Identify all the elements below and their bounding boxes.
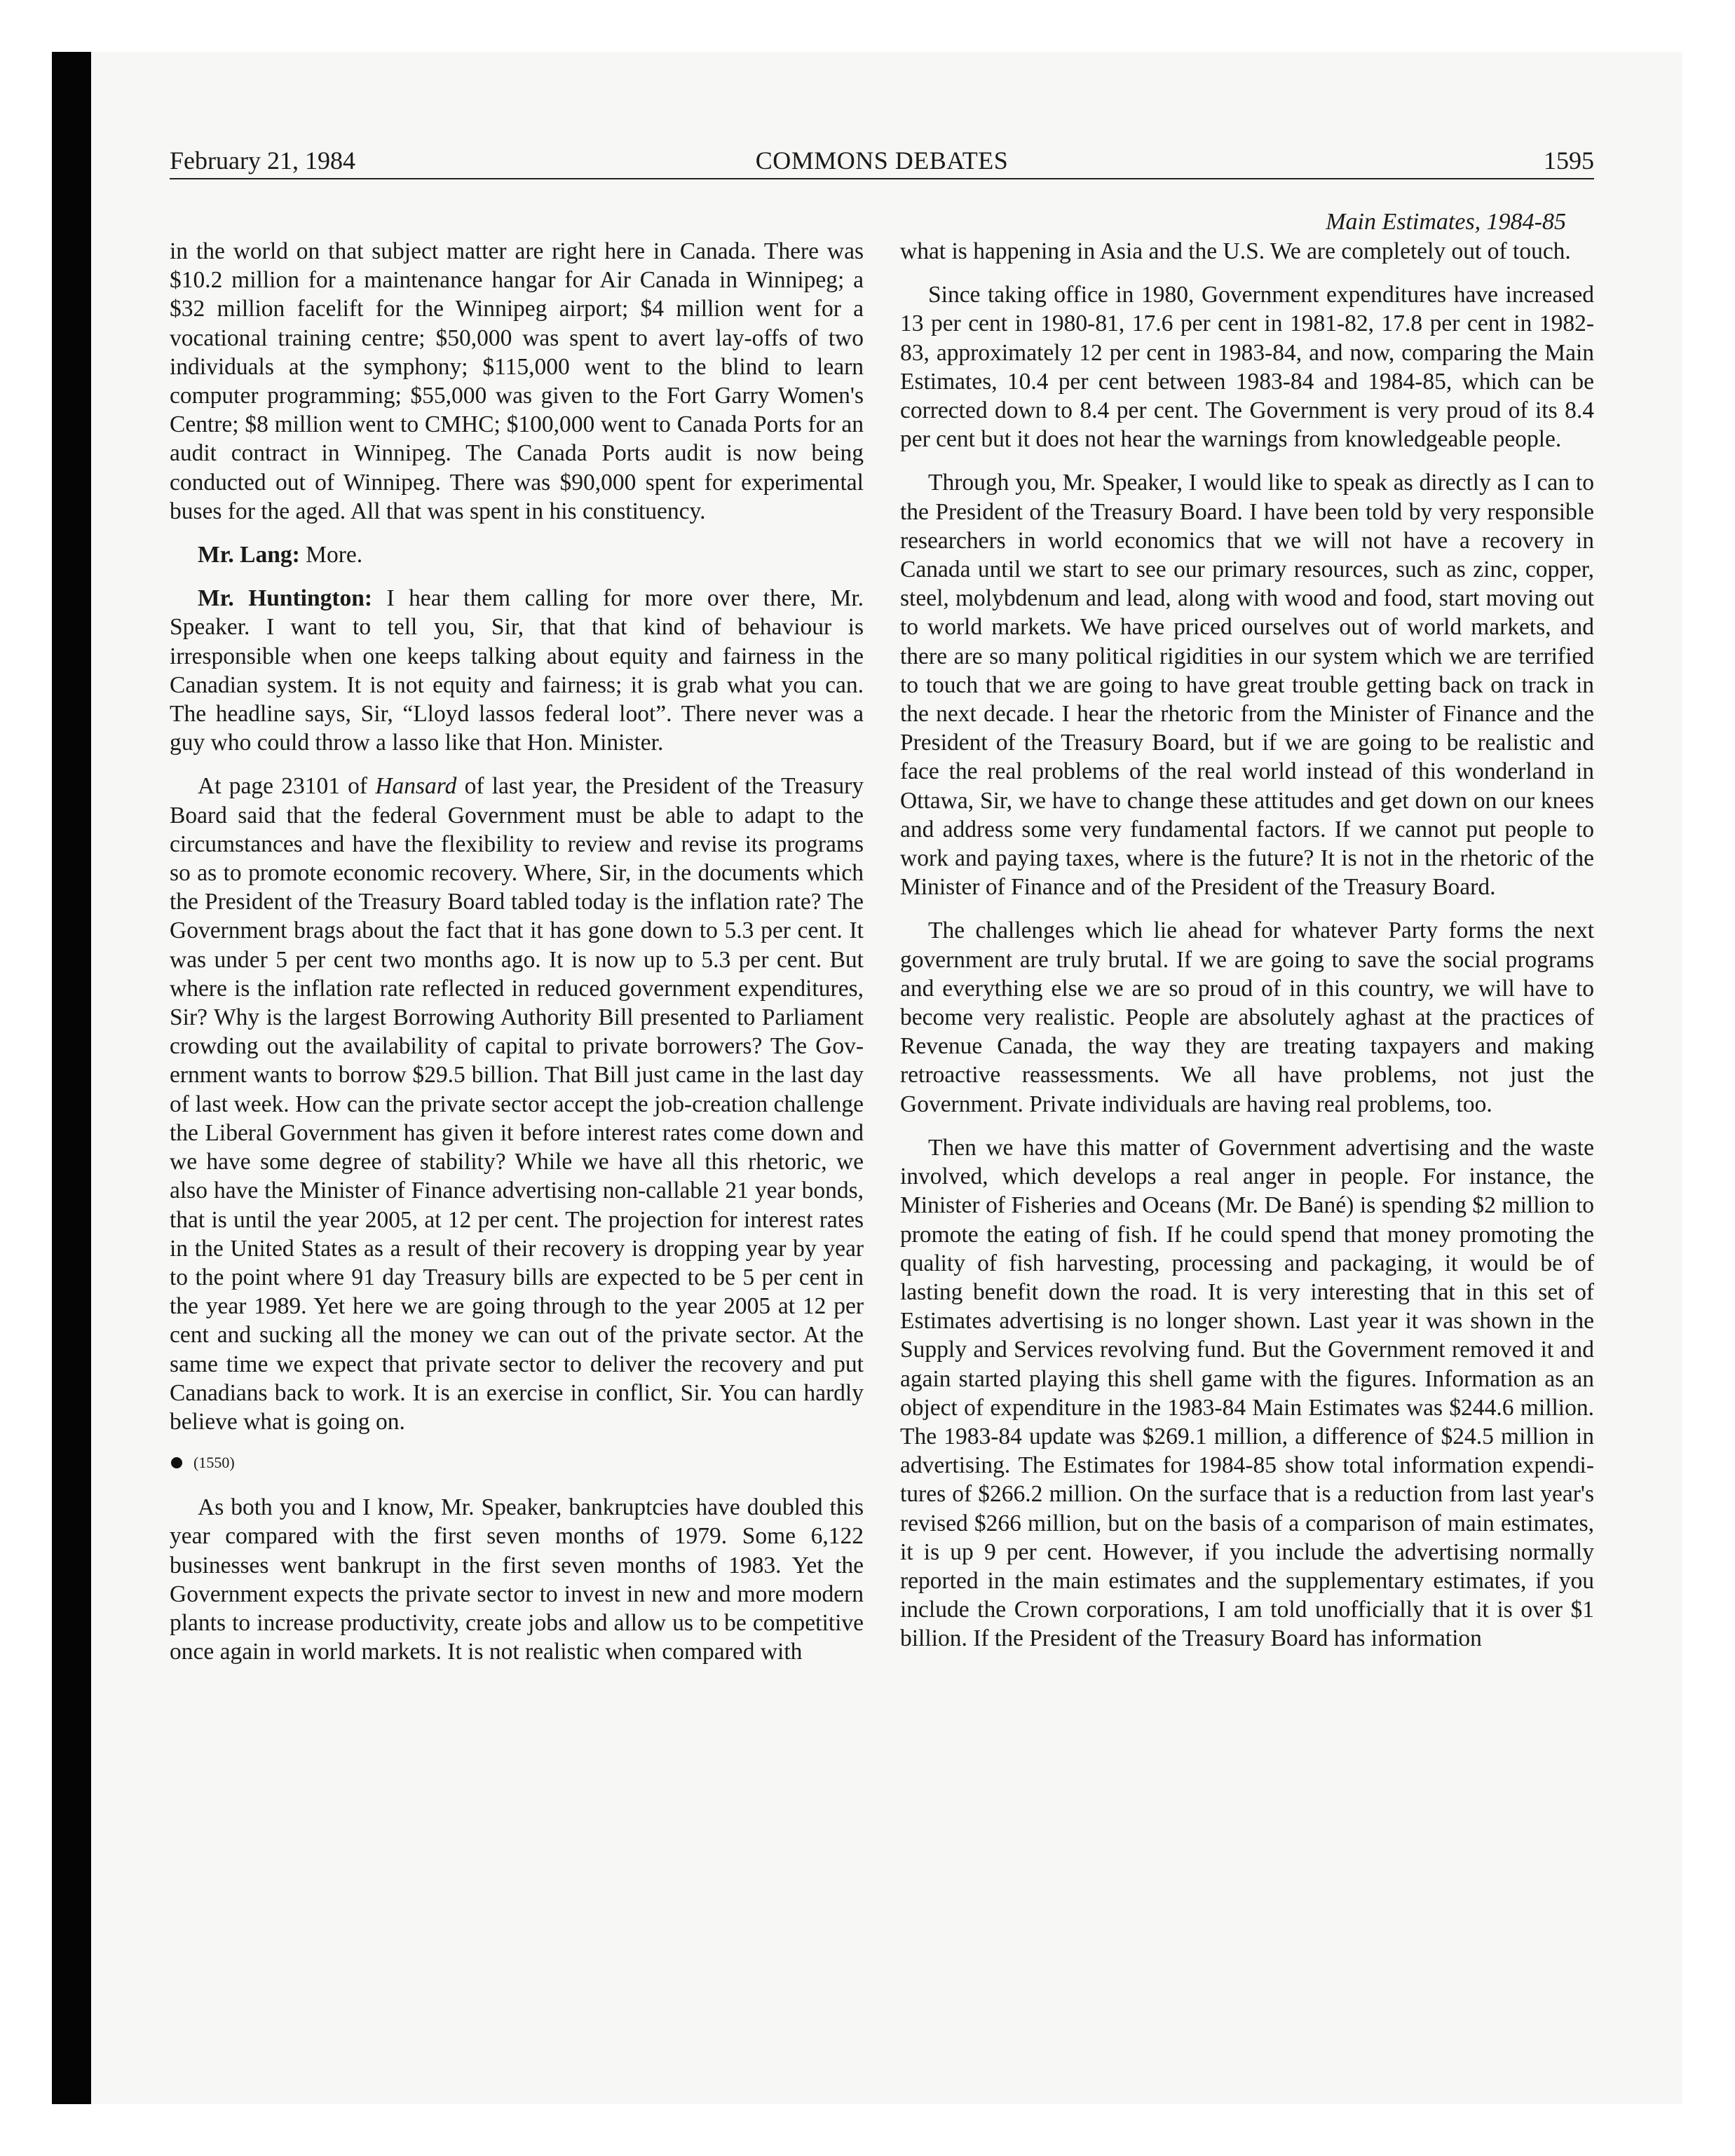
hansard-reference: Hansard (375, 773, 457, 800)
paragraph: in the world on that subject matter are right here in Canada. There was $10.2 million for a maintenance hangar for Air Canada in Winnipeg; a $32 million facelift for the Winnipeg airport; $4 million went for a vocational training centre; $50,000 was spent to avert lay-offs of two individuals at the symphony; $115,000 went to the blind to learn computer programming; $55,000 was given to the Fort Garry Women's Centre; $8 million went to CMHC; $100,000 went to Canada Ports for an audit contract in Winnipeg. The Canada Ports audit is now being conducted out of Winnipeg. There was $90,000 spent for experimental buses for the aged. All that was spent in his constituency. (170, 238, 864, 524)
time-marker-label: (1550) (193, 1454, 235, 1472)
paragraph: Since taking office in 1980, Government expenditures have increased 13 per cent in 1980-81, 17.6 per cent in 1981-82, 17.8 per cent in 1982-83, approximately 12 per cent in 1983-84, and now, comparing the Main Estimates, 10.4 per cent between 1983-84 and 1984-85, which can be corrected down to 8.4 per cent. The Government is very proud of its 8.4 per cent but it does not hear the warnings from knowledgeable people. (900, 282, 1594, 453)
paragraph-text: of last year, the President of the Treasury Board said that the federal Government must be able to adapt to the circumstances and have the flexibility to review and revise its programs so as to promote economic recovery. Where, Sir, in the documents which the President of the Treasury Board tabled today is the inflation rate? The Government brags about the fact that it has gone down to 5.3 per cent. It was under 5 per cent two months ago. It is now up to 5.3 per cent. But where is the inflation rate reflected in reduced government expenditures, Sir? Why is the largest Borrowing Authority Bill presented to Parliament crowding out the availability of capital to private borrowers? The Government wants to borrow $29.5 billion. That Bill just came in the last day of last week. How can the private sector accept the job-creation challenge the Liberal Government has given it before interest rates come down and we have some degree of stability? While we have all this rhetoric, we also have the Minister of Finance advertising non-callable 21 year bonds, that is until the year 2005, at 12 per cent. The projection for interest rates in the United States as a result of their recovery is dropping year by year to the point where 91 day Treasury bills are expected to be 5 per cent in the year 1989. Yet here we are going through to the year 2005 at 12 per cent and sucking all the money we can out of the private sector. At the same time we expect that private sector to deliver the recovery and put Canadians back to work. It is an exercise in conflict, Sir. You can hardly believe what is going on. (170, 773, 864, 1435)
header-date: February 21, 1984 (170, 146, 355, 175)
speaker-name: Mr. Lang: (198, 542, 300, 568)
paragraph: what is happening in Asia and the U.S. We are completely out of touch. (900, 238, 1571, 264)
right-column (900, 207, 1594, 1668)
section-title: Main Estimates, 1984-85 (1326, 209, 1566, 235)
paragraph: The challenges which lie ahead for whatever Party forms the next government are truly brutal. If we are going to save the social programs and everything else we are so proud of in this country, we will have to become very realistic. People are absolutely aghast at the practices of Revenue Canada, the way they are treating taxpayers and making retroactive reassessments. We all have problems, not just the Government. Private individuals are having real problems, too. (900, 917, 1594, 1117)
speech-lang (170, 540, 864, 569)
header-publication-title: COMMONS DEBATES (755, 146, 1009, 175)
paragraph: As both you and I know, Mr. Speaker, bankruptcies have doubled this year compared with the first seven months of 1979. Some 6,122 businesses went bankrupt in the first seven months of 1983. Yet the Government expects the private sector to invest in new and more modern plants to increase productivity, create jobs and allow us to be competitive once again in world markets. It is not realistic when compared with (170, 1494, 864, 1665)
speaker-name: Mr. Huntington: (198, 585, 373, 612)
left-column (170, 237, 864, 1681)
speech-text: I hear them calling for more over there, Mr. Speaker. I want to tell you, Sir, that that kind of behaviour is irresponsible when one keeps talking about equity and fairness in the Canadian system. It is not equity and fairness; it is grab what you can. The headline says, Sir, “Lloyd lassos federal loot”. There never was a guy who could throw a lasso like that Hon. Minister. (170, 585, 864, 756)
speech-text: More. (299, 542, 363, 568)
bullet-icon (171, 1457, 182, 1468)
paragraph: Through you, Mr. Speaker, I would like to speak as directly as I can to the President of the Treasury Board. I have been told by very responsible researchers in world economics that we will not have a recovery in Canada until we start to see our primary resources, such as zinc, copper, steel, molybdenum and lead, along with wood and food, start moving out to world markets. We have priced ourselves out of world markets, and there are so many political rigidities in our system which we are terrified to touch that we are going to have great trouble getting back on track in the next decade. I hear the rhetoric from the Minister of Finance and the President of the Treasury Board, but if we are going to be realistic and face the real problems of the real world instead of this wonderland in Ottawa, Sir, we have to change these attitudes and get down on our knees and address some very fundamental factors. If we cannot put people to work and paying taxes, where is the future? It is not in the rhetoric of the Minister of Finance and of the President of the Treasury Board. (900, 470, 1594, 901)
scan-edge (52, 52, 91, 2104)
header-page-number: 1595 (1544, 146, 1594, 175)
speech-huntington (170, 584, 864, 757)
running-header (170, 143, 1594, 179)
paragraph (170, 772, 864, 1436)
paragraph: Then we have this matter of Government advertising and the waste involved, which develops a real anger in people. For instance, the Minister of Fisheries and Oceans (Mr. De Bané) is spending $2 million to promote the eating of fish. If he could spend that money promoting the quality of fish harvesting, processing and packaging, it would be of lasting benefit down the road. It is very interesting that in this set of Estimates advertising is no longer shown. Last year it was shown in the Supply and Services revolving fund. But the Government removed it and again started playing this shell game with the figures. Information as an object of expenditure in the 1983-84 Main Estimates was $244.6 million. The 1983-84 update was $269.1 million, a difference of $24.5 million in advertising. The Estimates for 1984-85 show total information expenditures of $266.2 million. On the surface that is a reduction from last year's revised $266 million, but on the basis of a comparison of main estimates, it is up 9 per cent. However, if you include the advertising normally reported in the main estimates and the supplementary estimates, if you include the Crown corporations, I am told unofficially that it is over $1 billion. If the President of the Treasury Board has information (900, 1134, 1594, 1652)
time-marker (170, 1451, 864, 1475)
paragraph-text: At page 23101 of (198, 773, 376, 800)
